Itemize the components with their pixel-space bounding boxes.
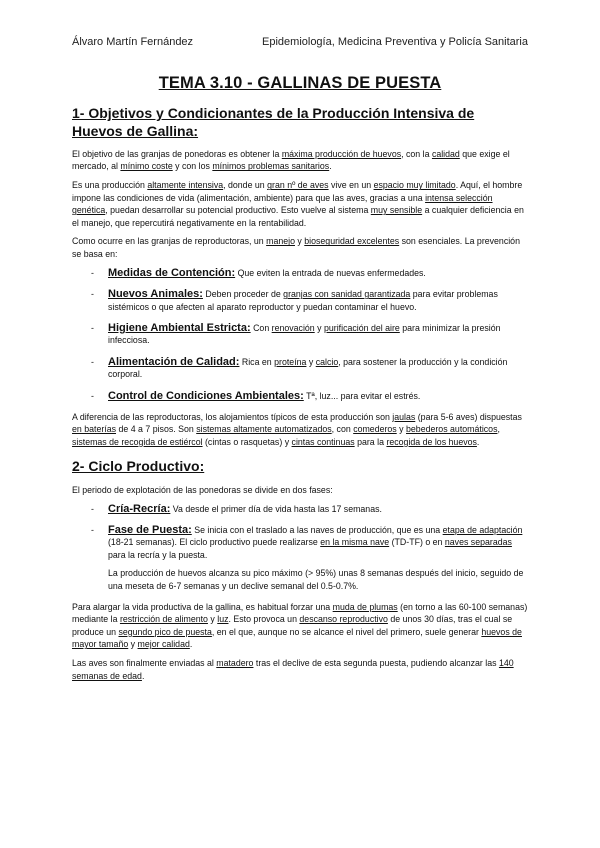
text-run: . [189,639,193,650]
underlined-text: proteína [274,356,307,367]
text-run: a cualquier deficiencia en el manejo, que repercutirá negativamente en la rentabilidad. [72,205,524,228]
text-run: (cintas o rasquetas) y [202,436,292,447]
text-run: , para sostener la producción y la condición corporal. [108,356,508,380]
underlined-text: intensa selección genética [72,192,493,216]
text-run: y [294,236,305,247]
text-run: Deben proceder de [202,289,284,300]
text-run: (18-21 semanas). El ciclo productivo puede realizarse [108,537,321,548]
underlined-text: bebederos automáticos [406,424,498,435]
underlined-text: mínimo coste [120,161,173,172]
text-run: . Aquí, el hombre impone las condiciones de vida (alimentación, ambiente) para que las aves, gracias a una [72,180,523,203]
header-subject: Epidemiología, Medicina Preventiva y Policía Sanitaria [262,36,528,48]
list-item-label: Cría-Recría: [108,502,171,515]
text-run: A diferencia de las reproductoras, los alojamientos típicos de esta producción son [72,412,393,422]
underlined-text: recogida de los huevos [386,436,477,447]
underlined-text: etapa de adaptación [442,525,523,536]
text-run: son esenciales. La prevención se basa en: [72,236,520,259]
underlined-text: bioseguridad excelentes [304,236,400,247]
underlined-text: purificación del aire [324,322,400,333]
s2-paragraph-3 [72,657,528,682]
s2-paragraph-1 [72,484,528,496]
s1-paragraph-4 [72,411,528,448]
underlined-text: granjas con sanidad garantizada [283,289,411,300]
text-run: . [329,161,332,172]
underlined-text: calcio [315,356,339,367]
underlined-text: sistemas de recogida de estiércol [72,436,203,447]
underlined-text: comederos [353,424,397,435]
s1-paragraph-1 [72,148,528,173]
list-item [91,322,528,347]
text-run: , puedan desarrollar su potencial productivo. Esto vuelve al sistema [105,205,371,216]
text-run: Rica en [239,356,275,367]
text-run: para evitar problemas sistémicos o que afecten al aparato reproductor y puedan contaminar el huevo. [108,289,498,312]
underlined-text: en baterías [72,424,117,435]
underlined-text: sistemas altamente automatizados [196,424,332,435]
text-run: y [314,322,324,333]
page-header [72,36,528,50]
text-run: y [128,639,138,650]
text-run: y [207,614,218,625]
underlined-text: renovación [271,322,315,333]
list-item-label: Alimentación de Calidad: [108,355,240,368]
text-run: para la recría y la puesta. [108,549,208,560]
underlined-text: jaulas [392,412,416,422]
phases-list [72,503,528,592]
document-body [72,105,528,689]
section-1-heading: 1- Objetivos y Condicionantes de la Producción Intensiva de Huevos de Gallina: [72,105,475,139]
text-run: (para 5-6 aves) dispuestas [415,412,522,422]
s1-paragraph-2 [72,179,528,229]
header-author: Álvaro Martín Fernández [72,36,194,48]
s1-paragraph-3 [72,235,528,260]
underlined-text: matadero [216,658,254,669]
text-run: vive en un [328,180,374,191]
underlined-text: espacio muy limitado [373,180,456,191]
text-run: Para alargar la vida productiva de la gallina, es habitual forzar una [72,602,333,613]
text-run: , en el que, aunque no se alcance el nivel del primero, suele generar [211,626,482,637]
underlined-text: restricción de alimento [119,614,208,625]
text-run: , [497,424,500,435]
underlined-text: calidad [431,149,460,159]
list-item [91,503,528,515]
prevention-list [72,267,528,402]
text-run: , donde un [223,180,268,191]
underlined-text: muy sensible [370,205,423,216]
list-item [91,356,528,381]
text-run: que exige el mercado, al [72,149,510,172]
list-item-label: Fase de Puesta: [108,524,192,537]
underlined-text: mínimos problemas sanitarios [212,161,330,172]
text-run: tras el declive de esta segunda puesta, pudiendo alcanzar las [253,658,499,669]
text-run: de unos 30 días, tras el cual se produce un [72,614,513,637]
underlined-text: huevos de mayor tamaño [72,626,522,650]
text-run: Tª, luz... para evitar el estrés. [303,390,421,401]
list-item-label: Nuevos Animales: [108,288,203,301]
underlined-text: gran nº de aves [267,180,329,191]
list-item-label: Control de Condiciones Ambientales: [108,389,304,402]
list-item [91,288,528,313]
page-title: TEMA 3.10 - GALLINAS DE PUESTA [158,74,442,92]
s2-paragraph-2 [72,601,528,651]
text-run: El periodo de explotación de las ponedoras se divide en dos fases: [72,484,333,495]
underlined-text: máxima producción de huevos [281,149,402,159]
text-run: . [476,436,480,447]
underlined-text: naves separadas [444,537,512,548]
text-run: El objetivo de las granjas de ponedoras es obtener la [72,149,282,159]
list-item-label: Medidas de Contención: [108,266,236,279]
text-run: Como ocurre en las granjas de reproductoras, un [72,236,267,247]
text-run: Con [250,322,272,333]
text-run: Es una producción [72,180,148,191]
text-run: Va desde el primer día de vida hasta las 17 semanas. [170,503,382,514]
text-run: Que eviten la entrada de nuevas enfermedades. [235,267,426,278]
text-run: para la [354,436,387,447]
section-2-heading: 2- Ciclo Productivo: [72,458,205,475]
list-item-subparagraph [108,567,528,592]
underlined-text: luz [217,614,229,625]
text-run: y [306,356,316,367]
text-run: de 4 a 7 pisos. Son [116,424,197,435]
text-run: para minimizar la presión infecciosa. [108,322,501,346]
underlined-text: en la misma nave [320,537,390,548]
list-item [91,524,528,592]
text-run: Las aves son finalmente enviadas al [72,658,217,669]
text-run: y [396,424,407,435]
text-run: , con [331,424,354,435]
text-run: La producción de huevos alcanza su pico máximo (> 95%) unas 8 semanas después del inicio, seguido de una meseta de 6-7 semanas y un declive semanal del 0.5-0.7%. [108,568,524,591]
underlined-text: muda de plumas [332,602,398,613]
underlined-text: segundo pico de puesta [118,626,212,637]
text-run: y con los [172,161,213,172]
text-run: . Esto provoca un [228,614,300,625]
text-run: Se inicia con el traslado a las naves de producción, que es una [191,525,443,536]
text-run: (en torno a las 60-100 semanas) mediante la [72,602,528,625]
underlined-text: cintas continuas [291,436,355,447]
underlined-text: mejor calidad [137,639,190,650]
underlined-text: altamente intensiva [147,180,224,191]
list-item [91,267,528,279]
text-run: (TD-TF) o en [389,537,445,548]
underlined-text: manejo [266,236,295,247]
text-run: . [141,670,145,681]
underlined-text: 140 semanas de edad [72,658,514,681]
text-run: , con la [401,149,432,159]
underlined-text: descanso reproductivo [299,614,388,625]
list-item-label: Higiene Ambiental Estricta: [108,321,251,334]
list-item [91,390,528,402]
